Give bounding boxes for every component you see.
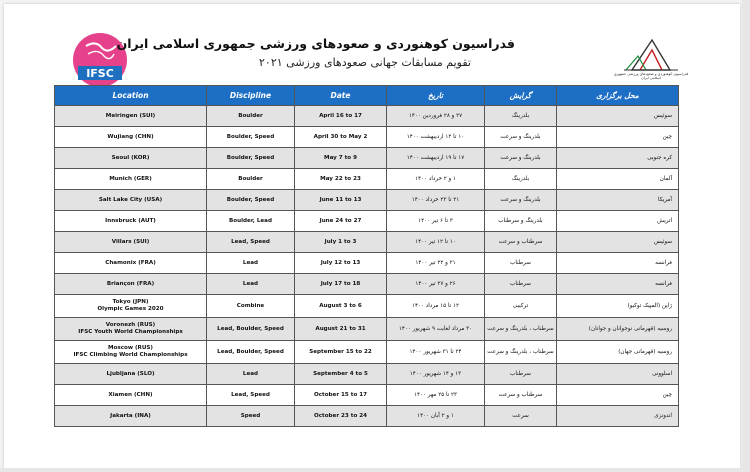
cell-date-fa: ۱ و ۲ خرداد ۱۴۰۰ xyxy=(387,169,485,190)
table-row xyxy=(55,318,679,341)
cell-date: June 24 to 27 xyxy=(295,211,387,232)
cell-discipline-fa: سرطناب xyxy=(485,364,557,385)
column-header-discipline: Discipline xyxy=(207,86,295,106)
cell-discipline: Boulder xyxy=(207,169,295,190)
cell-date: April 30 to May 2 xyxy=(295,127,387,148)
cell-discipline-fa: سرطناب و سرعت xyxy=(485,385,557,406)
cell-location xyxy=(55,211,207,232)
cell-host-fa: سوئیس xyxy=(557,232,679,253)
cell-discipline: Speed xyxy=(207,406,295,427)
cell-date: June 11 to 13 xyxy=(295,190,387,211)
page-edge-right xyxy=(742,0,750,472)
table-row xyxy=(55,127,679,148)
cell-discipline: Lead xyxy=(207,274,295,295)
cell-discipline-fa: سرعت xyxy=(485,406,557,427)
cell-location xyxy=(55,385,207,406)
cell-host-fa: کره جنوبی xyxy=(557,148,679,169)
cell-discipline-fa: بلدرینگ و سرعت xyxy=(485,127,557,148)
table-row xyxy=(55,169,679,190)
table-row xyxy=(55,341,679,364)
cell-date-fa: ۱۲ تا ۱۵ مرداد ۱۴۰۰ xyxy=(387,295,485,318)
cell-discipline: Lead, Speed xyxy=(207,385,295,406)
cell-discipline: Boulder, Speed xyxy=(207,148,295,169)
table-row xyxy=(55,274,679,295)
cell-discipline: Boulder, Speed xyxy=(207,190,295,211)
cell-location xyxy=(55,127,207,148)
cell-date: October 15 to 17 xyxy=(295,385,387,406)
cell-discipline: Lead, Boulder, Speed xyxy=(207,318,295,341)
cell-location xyxy=(55,106,207,127)
cell-location xyxy=(55,169,207,190)
location-city: Seoul (KOR) xyxy=(111,154,150,161)
cell-date-fa: ۲۳ تا ۲۵ مهر ۱۴۰۰ xyxy=(387,385,485,406)
cell-discipline: Combine xyxy=(207,295,295,318)
cell-discipline: Boulder, Speed xyxy=(207,127,295,148)
table-row xyxy=(55,253,679,274)
cell-date: July 1 to 3 xyxy=(295,232,387,253)
cell-date-fa: ۱۰ تا ۱۲ تیر ۱۴۰۰ xyxy=(387,232,485,253)
cell-discipline: Lead, Boulder, Speed xyxy=(207,341,295,364)
table-row xyxy=(55,385,679,406)
location-event: IFSC Youth World Championships xyxy=(78,329,183,335)
cell-date-fa: ۱۰ تا ۱۲ اردیبهشت ۱۴۰۰ xyxy=(387,127,485,148)
location-city: Meiringen (SUI) xyxy=(105,112,156,119)
location-city: Xiamen (CHN) xyxy=(108,391,153,398)
cell-date-fa: ۱۷ تا ۱۹ اردیبهشت ۱۴۰۰ xyxy=(387,148,485,169)
ifsc-logo-text: IFSC xyxy=(86,67,114,80)
cell-location xyxy=(55,295,207,318)
cell-date: May 22 to 23 xyxy=(295,169,387,190)
cell-discipline: Boulder, Lead xyxy=(207,211,295,232)
cell-date-fa: ۲۷ و ۲۸ فروردین ۱۴۰۰ xyxy=(387,106,485,127)
cell-location xyxy=(55,406,207,427)
cell-discipline-fa: سرطناب و سرعت xyxy=(485,232,557,253)
cell-discipline-fa: ترکیبی xyxy=(485,295,557,318)
location-city: Villars (SUI) xyxy=(111,238,150,245)
cell-date-fa: ۲۴ تا ۳۱ شهریور ۱۴۰۰ xyxy=(387,341,485,364)
cell-location xyxy=(55,318,207,341)
table-header-row xyxy=(55,86,679,106)
cell-location xyxy=(55,148,207,169)
table-row xyxy=(55,295,679,318)
cell-date-fa: ۳۰ مرداد لغایت ۹ شهریور ۱۴۰۰ xyxy=(387,318,485,341)
cell-date-fa: ۳ تا ۶ تیر ۱۴۰۰ xyxy=(387,211,485,232)
cell-date: May 7 to 9 xyxy=(295,148,387,169)
cell-host-fa: روسیه (قهرمانی نوجوانان و جوانان) xyxy=(557,318,679,341)
location-city: Chamonix (FRA) xyxy=(105,259,156,266)
cell-date: October 23 to 24 xyxy=(295,406,387,427)
cell-date: September 15 to 22 xyxy=(295,341,387,364)
cell-host-fa: اندونزی xyxy=(557,406,679,427)
cell-discipline-fa: سرطناب ، بلدرینگ و سرعت xyxy=(485,318,557,341)
cell-host-fa: آمریکا xyxy=(557,190,679,211)
table-row xyxy=(55,211,679,232)
cell-location xyxy=(55,190,207,211)
location-city: Salt Lake City (USA) xyxy=(98,196,163,203)
cell-date-fa: ۲۶ و ۲۷ تیر ۱۴۰۰ xyxy=(387,274,485,295)
location-city: Briançon (FRA) xyxy=(106,280,155,287)
cell-discipline: Lead xyxy=(207,364,295,385)
cell-location xyxy=(55,274,207,295)
location-event: IFSC Climbing World Championships xyxy=(73,352,188,358)
column-header-date: Date xyxy=(295,86,387,106)
table-row xyxy=(55,232,679,253)
cell-host-fa: آلمان xyxy=(557,169,679,190)
table-row xyxy=(55,364,679,385)
cell-host-fa: فرانسه xyxy=(557,274,679,295)
table-row xyxy=(55,106,679,127)
cell-date: September 4 to 5 xyxy=(295,364,387,385)
location-city: Wujiang (CHN) xyxy=(107,133,154,140)
page-edge-bottom xyxy=(0,468,750,472)
location-city: Ljubljana (SLO) xyxy=(106,370,155,377)
cell-discipline: Lead xyxy=(207,253,295,274)
competition-calendar-table xyxy=(54,85,679,427)
location-city: Moscow (RUS) xyxy=(107,345,153,352)
document-subtitle: تقویم مسابقات جهانی صعودهای ورزشی ۲۰۲۱ xyxy=(259,56,471,69)
location-city: Innsbruck (AUT) xyxy=(105,217,156,224)
cell-date-fa: ۲۱ تا ۲۳ خرداد ۱۴۰۰ xyxy=(387,190,485,211)
column-header-location: Location xyxy=(55,86,207,106)
cell-host-fa: روسیه (قهرمانی جهان) xyxy=(557,341,679,364)
document-title: فدراسیون کوهنوردی و صعودهای ورزشی جمهوری اسلامی ایران xyxy=(116,36,515,51)
table-row xyxy=(55,406,679,427)
location-event: Olympic Games 2020 xyxy=(97,306,164,312)
column-header-discipline-fa: گرایش xyxy=(485,86,557,106)
location-city: Jakarta (INA) xyxy=(110,412,151,419)
cell-discipline-fa: بلدرینگ xyxy=(485,169,557,190)
cell-location xyxy=(55,341,207,364)
table-row xyxy=(55,148,679,169)
cell-location xyxy=(55,364,207,385)
cell-date: August 3 to 6 xyxy=(295,295,387,318)
table-row xyxy=(55,190,679,211)
cell-discipline-fa: بلدرینگ و سرعت xyxy=(485,148,557,169)
location-city: Munich (GER) xyxy=(109,175,152,182)
cell-host-fa: فرانسه xyxy=(557,253,679,274)
cell-discipline: Boulder xyxy=(207,106,295,127)
iran-logo-caption: فدراسیون کوهنوردی و صعودهای ورزشی جمهوری اسلامی ایران xyxy=(613,72,689,81)
cell-discipline-fa: سرطناب ، بلدرینگ و سرعت xyxy=(485,341,557,364)
cell-host-fa: اسلوونی xyxy=(557,364,679,385)
cell-location xyxy=(55,253,207,274)
cell-location xyxy=(55,232,207,253)
cell-date-fa: ۲۱ و ۲۲ تیر ۱۴۰۰ xyxy=(387,253,485,274)
column-header-date-fa: تاریخ xyxy=(387,86,485,106)
cell-discipline-fa: بلدرینگ و سرعت xyxy=(485,190,557,211)
location-city: Tokyo (JPN) xyxy=(112,299,149,306)
cell-host-fa: اتریش xyxy=(557,211,679,232)
cell-discipline: Lead, Speed xyxy=(207,232,295,253)
cell-host-fa: چین xyxy=(557,127,679,148)
cell-host-fa: چین xyxy=(557,385,679,406)
location-city: Voronezh (RUS) xyxy=(105,322,156,329)
column-header-host-fa: محل برگزاری xyxy=(557,86,679,106)
cell-date: April 16 to 17 xyxy=(295,106,387,127)
cell-date-fa: ۱ و ۲ آبان ۱۴۰۰ xyxy=(387,406,485,427)
cell-date: July 12 to 13 xyxy=(295,253,387,274)
cell-host-fa: ژاپن (المپیک توکیو) xyxy=(557,295,679,318)
cell-host-fa: سوئیس xyxy=(557,106,679,127)
cell-discipline-fa: بلدرینگ xyxy=(485,106,557,127)
cell-date: July 17 to 18 xyxy=(295,274,387,295)
cell-discipline-fa: سرطناب xyxy=(485,274,557,295)
cell-discipline-fa: سرطناب xyxy=(485,253,557,274)
cell-date: August 21 to 31 xyxy=(295,318,387,341)
cell-date-fa: ۱۳ و ۱۴ شهریور ۱۴۰۰ xyxy=(387,364,485,385)
cell-discipline-fa: بلدرینگ و سرطناب xyxy=(485,211,557,232)
